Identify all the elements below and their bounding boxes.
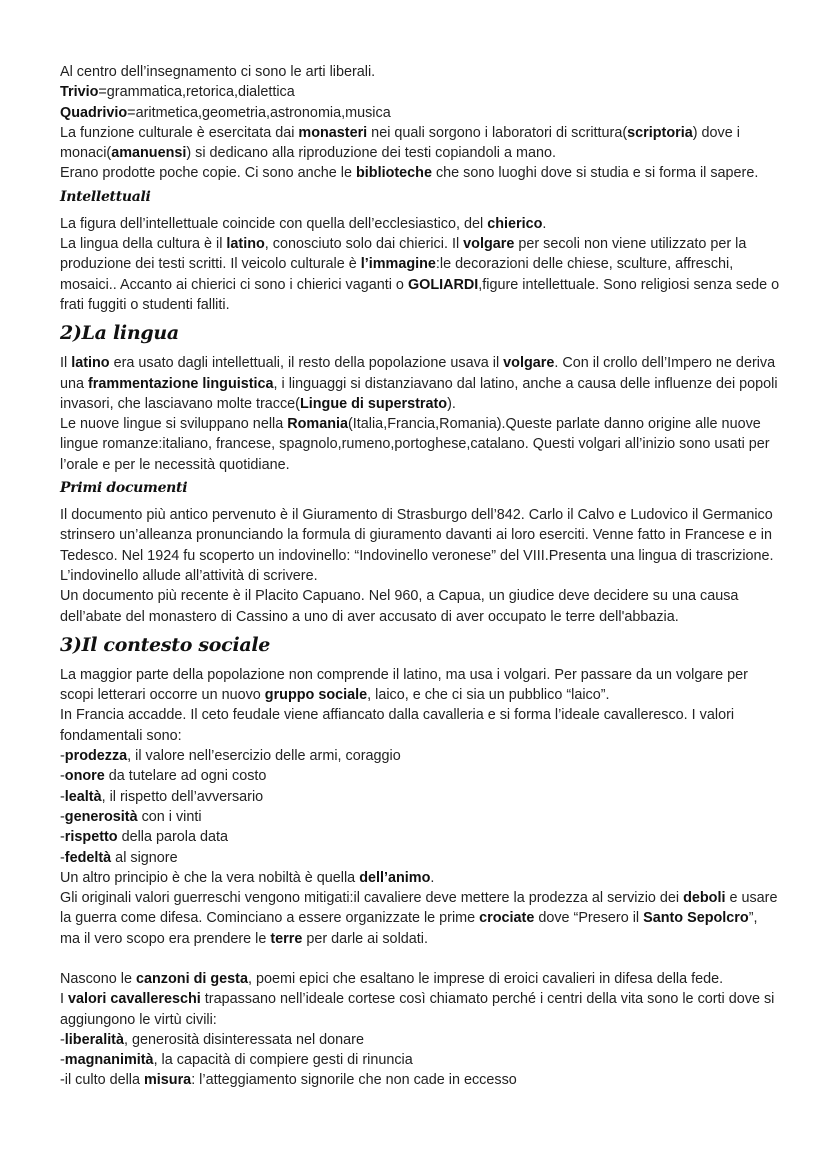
list-item: -fedeltà al signore (60, 849, 178, 866)
text: La lingua della cultura è il (60, 236, 227, 253)
text: ”, ma il vero scopo era prendere le (60, 910, 758, 947)
text: era usato dagli intellettuali, il resto della popolazione usava il (109, 355, 504, 372)
text: . (542, 215, 547, 232)
text: , generosità disinteressata nel donare (123, 1031, 364, 1048)
bold-term: GOLIARDI (407, 276, 479, 293)
text: . (430, 869, 435, 886)
bold-term: magnanimità (64, 1052, 154, 1069)
text: dove “Presero il (534, 910, 644, 927)
document-page (60, 62, 780, 1091)
bold-term: scriptoria (627, 124, 693, 141)
text: trapassano nell’ideale cortese così chiamato perché i centri della vita sono le corti dove si aggiungono le virtù civili: (60, 991, 775, 1028)
contesto-paragraph-2: In Francia accadde. Il ceto feudale viene affiancato dalla cavalleria e si forma l’ideale cavalleresco. I valori fondamentali sono: (60, 707, 735, 744)
bold-term: latino (226, 236, 265, 253)
bold-term: lealtà (64, 788, 102, 805)
bold-term: liberalità (64, 1031, 124, 1048)
bold-term: volgare (503, 355, 555, 372)
bold-term: frammentazione linguistica (88, 375, 274, 392)
bold-term: crociate (479, 910, 535, 927)
list-item: -generosità con i vinti (60, 808, 202, 825)
bold-term: deboli (683, 890, 726, 907)
bold-term: rispetto (64, 829, 118, 846)
text: da tutelare ad ogni costo (104, 768, 267, 785)
text: che sono luoghi dove si studia e si forma il sapere. (431, 165, 759, 182)
trivio-label: Trivio (60, 84, 99, 101)
text: Al centro dell’insegnamento ci sono le arti liberali. (60, 64, 376, 80)
bold-term: monasteri (298, 124, 368, 141)
text: Un altro principio è che la vera nobiltà è quella (60, 869, 360, 886)
text: ) si dedicano alla riproduzione dei testi copiandoli a mano. (186, 145, 556, 162)
list-item (60, 1030, 780, 1050)
animo-paragraph (60, 868, 780, 888)
text: nei quali sorgono i laboratori di scrittura( (367, 124, 628, 141)
bold-term: generosità (64, 808, 138, 825)
bold-term: biblioteche (356, 165, 432, 182)
text: , conosciuto solo dai chierici. Il (264, 236, 464, 253)
heading-la-lingua: 2)La lingua (60, 322, 179, 345)
bold-term: amanuensi (111, 145, 187, 162)
bold-term: volgare (463, 236, 515, 253)
text: : l’atteggiamento signorile che non cade in eccesso (191, 1072, 517, 1089)
virtu-list (60, 1030, 780, 1091)
valori-list (60, 746, 780, 868)
text: I (60, 991, 68, 1008)
text: al signore (111, 849, 178, 866)
cortese-paragraph (60, 989, 780, 1030)
latino-paragraph (60, 234, 780, 315)
text: La funzione culturale è esercitata dai (60, 124, 299, 141)
text: per darle ai soldati. (302, 930, 428, 947)
canzoni-paragraph (60, 969, 780, 989)
chierico-paragraph (60, 214, 780, 234)
text: - (60, 1052, 65, 1069)
text: (Italia,Francia,Romania).Queste parlate danno origine alle nuove lingue romanze:italiano, francese, spagnolo,rumeno,portoghese,catalano. Questi volgari all’inizio sono usati per l’orale e per le necessità quotidiane. (60, 416, 770, 473)
blank-line (60, 949, 780, 969)
bold-term: valori cavallereschi (68, 991, 201, 1008)
bold-term: dell’animo (359, 869, 431, 886)
quadrivio-line (60, 103, 780, 123)
text: Gli originali valori guerreschi vengono mitigati:il cavaliere deve mettere la prodezza al servizio dei (60, 890, 684, 907)
text: Le nuove lingue si sviluppano nella (60, 416, 288, 433)
documenti-paragraph-1: Il documento più antico pervenuto è il Giuramento di Strasburgo dell’842. Carlo il Calvo e Ludovico il Germanico strinsero un’alleanza pronunciando la formula di giuramento davanti ai loro eserciti. Venne fatto in Francese e in Tedesco. Nel 1924 fu scoperto un indovinello: “Indovinello veronese” del VIII.Presenta una lingua di trascrizione. L’indovinello allude all’attività di scrivere. (60, 507, 774, 584)
bold-term: gruppo sociale (264, 687, 368, 704)
text: La figura dell’intellettuale coincide con quella dell’ecclesiastico, del (60, 215, 488, 232)
text: , il rispetto dell’avversario (101, 788, 264, 805)
bold-term: onore (64, 768, 105, 785)
heading-intellettuali: Intellettuali (60, 188, 151, 205)
text: Il (60, 355, 72, 372)
list-item: -onore da tutelare ad ogni costo (60, 768, 267, 785)
bold-term: chierico (487, 215, 543, 232)
list-item: -lealtà, il rispetto dell’avversario (60, 788, 264, 805)
text: - (60, 1031, 65, 1048)
text: . Con il crollo dell’Impero ne deriva una (60, 355, 776, 392)
trivio-line (60, 82, 780, 102)
text: della parola data (117, 829, 228, 846)
bold-term: terre (270, 930, 303, 947)
bold-term: prodezza (64, 748, 128, 765)
text: , i linguaggi si distanziavano dal latino, anche a causa delle influenze dei popoli invasori, che lasciavano molte tracce( (60, 375, 778, 412)
list-item: -rispetto della parola data (60, 829, 228, 846)
contesto-paragraph-1 (60, 665, 780, 706)
text: e usare la guerra come difesa. Cominciano a essere organizzate le prime (60, 890, 778, 927)
text: ) dove i monaci( (60, 124, 740, 162)
list-item (60, 1070, 780, 1090)
text: Erano prodotte poche copie. Ci sono anche le (60, 165, 357, 182)
text: , poemi epici che esaltano le imprese di eroici cavalieri in difesa della fede. (247, 970, 724, 987)
monasteri-paragraph (60, 123, 780, 164)
bold-term: canzoni di gesta (136, 970, 248, 987)
bold-term: Romania (287, 416, 348, 433)
bold-term: misura (143, 1072, 192, 1089)
text: :le decorazioni delle chiese, sculture, affreschi, mosaici.. Accanto ai chierici ci sono i chierici vaganti o (60, 256, 734, 293)
text: per secoli non viene utilizzato per la produzione dei testi scritti. Il veicolo culturale è (60, 236, 747, 273)
quadrivio-label: Quadrivio (60, 104, 128, 121)
heading-contesto-sociale: 3)Il contesto sociale (60, 633, 271, 656)
heading-primi-documenti: Primi documenti (60, 480, 188, 497)
text: La maggior parte della popolazione non comprende il latino, ma usa i volgari. Per passare da un volgare per scopi letterari occorre un nuovo (60, 666, 748, 704)
trivio-text: =grammatica,retorica,dialettica (98, 84, 295, 101)
text: con i vinti (137, 808, 202, 825)
text: , laico, e che ci sia un pubblico “laico”. (367, 687, 610, 704)
bold-term: Santo Sepolcro (643, 910, 749, 927)
bold-term: l’immagine (360, 256, 436, 273)
text: , la capacità di compiere gesti di rinuncia (153, 1052, 413, 1069)
lingua-paragraph-1 (60, 353, 780, 414)
text: Nascono le (60, 970, 136, 987)
text: -il culto della (60, 1072, 144, 1089)
bold-term: fedeltà (64, 849, 112, 866)
lingua-paragraph-2 (60, 414, 780, 475)
list-item (60, 1050, 780, 1070)
list-item: -prodezza, il valore nell’esercizio delle armi, coraggio (60, 748, 401, 765)
crociate-paragraph (60, 888, 780, 949)
quadrivio-text: =aritmetica,geometria,astronomia,musica (127, 104, 391, 121)
text: , il valore nell’esercizio delle armi, coraggio (127, 748, 401, 765)
bold-term: latino (71, 355, 110, 372)
biblioteche-paragraph (60, 163, 780, 183)
documenti-paragraph-2: Un documento più recente è il Placito Capuano. Nel 960, a Capua, un giudice deve decidere su una causa dell’abate del monastero di Cassino a uno di aver accusato di aver occupato le terre dell'abbazia. (60, 588, 739, 625)
intro-line (60, 62, 780, 82)
bold-term: Lingue di superstrato (299, 395, 448, 412)
text: ). (447, 395, 456, 412)
text: ,figure intellettuale. Sono religiosi senza sede o frati fuggiti o studenti falliti. (60, 276, 780, 313)
